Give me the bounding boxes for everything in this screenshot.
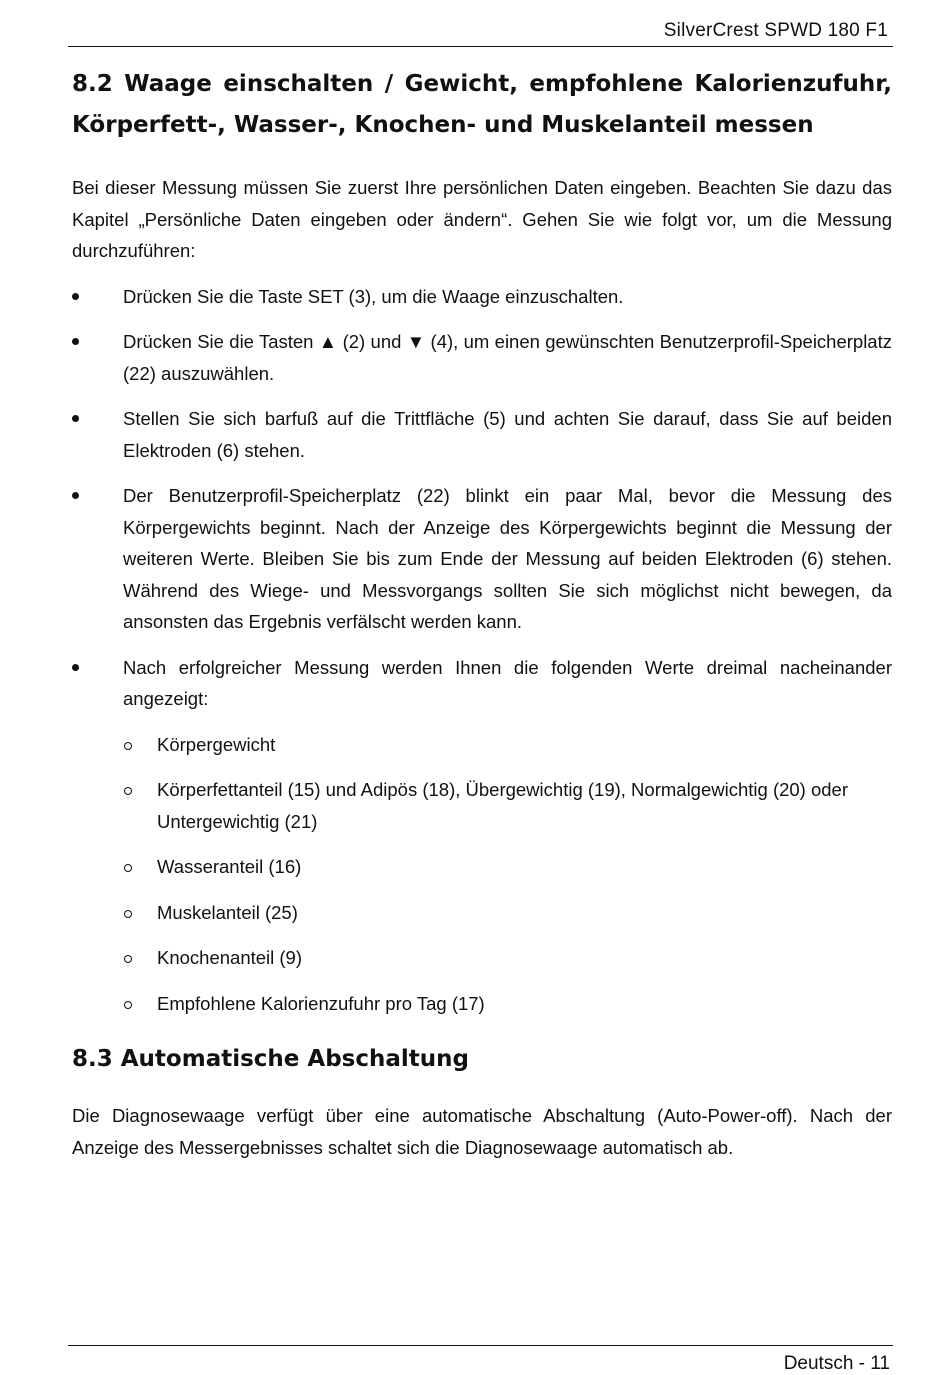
value-text: Muskelanteil (25) [157,901,298,923]
value-text: Knochenanteil (9) [157,947,303,968]
section-8-3-title: 8.3 Automatische Abschaltung [72,1046,469,1072]
value-item [72,942,892,974]
bullet-icon [72,338,79,345]
bullet-icon [72,293,79,300]
step-item [72,652,892,715]
displayed-values-list [72,729,892,1020]
step-text: Drücken Sie die Taste SET (3), um die Waage einzuschalten. [123,285,624,307]
value-item [72,774,892,837]
page-footer: Deutsch - 11 [783,1353,890,1374]
step-item [72,480,892,638]
circle-bullet-icon [124,864,132,872]
bullet-icon [72,415,79,422]
step-text: Nach erfolgreicher Messung werden Ihnen die folgenden Werte dreimal nacheinander angezeigt: [123,656,892,709]
value-item [72,729,892,761]
circle-bullet-icon [124,910,132,918]
value-text: Körpergewicht [157,733,276,755]
circle-bullet-icon [124,1001,132,1009]
value-text: Empfohlene Kalorienzufuhr pro Tag (17) [157,992,485,1014]
value-text: Wasseranteil (16) [157,856,302,877]
value-item [72,988,892,1020]
bullet-icon [72,492,79,499]
header-rule [68,46,893,47]
circle-bullet-icon [124,787,132,795]
section-8-3-text: Die Diagnosewaage verfügt über eine automatische Abschaltung (Auto-Power-off). Nach der Anzeige des Messergebnisses schaltet sich die Diagnosewaage automatisch ab. [72,1105,892,1158]
section-8-2-intro: Bei dieser Messung müssen Sie zuerst Ihre persönlichen Daten eingeben. Beachten Sie dazu das Kapitel „Persönliche Daten eingeben oder ändern“. Gehen Sie wie folgt vor, um die Messung durchzuführen: [72,177,892,261]
step-list [72,281,892,715]
step-item [72,326,892,389]
value-text: Körperfettanteil (15) und Adipös (18), Übergewichtig (19), Normalgewichtig (20) oder Untergewichtig (21) [157,779,849,832]
step-text: Drücken Sie die Tasten ▲ (2) und ▼ (4), um einen gewünschten Benutzerprofil-Speicherplatz (22) auszuwählen. [123,331,892,384]
page-content [72,64,892,1163]
bullet-icon [72,664,79,671]
step-item [72,403,892,466]
step-text: Der Benutzerprofil-Speicherplatz (22) blinkt ein paar Mal, bevor die Messung des Körpergewichts beginnt. Nach der Anzeige des Körpergewichts beginnt die Messung der weiteren Werte. Bleiben Sie bis zum Ende der Messung auf beiden Elektroden (6) stehen. Während des Wiege- und Messvorgangs sollten Sie sich möglichst nicht bewegen, da ansonsten das Ergebnis verfälscht werden kann. [123,485,892,632]
value-item [72,897,892,929]
value-item [72,851,892,883]
circle-bullet-icon [124,955,132,963]
footer-rule [68,1345,893,1346]
section-8-2-title: 8.2 Waage einschalten / Gewicht, empfohlene Kalorienzufuhr, Körperfett-, Wasser-, Knochen- und Muskelanteil messen [72,71,892,138]
circle-bullet-icon [124,742,132,750]
step-item [72,281,892,313]
page-header: SilverCrest SPWD 180 F1 [663,20,888,41]
step-text: Stellen Sie sich barfuß auf die Trittfläche (5) und achten Sie darauf, dass Sie auf beiden Elektroden (6) stehen. [123,408,892,461]
